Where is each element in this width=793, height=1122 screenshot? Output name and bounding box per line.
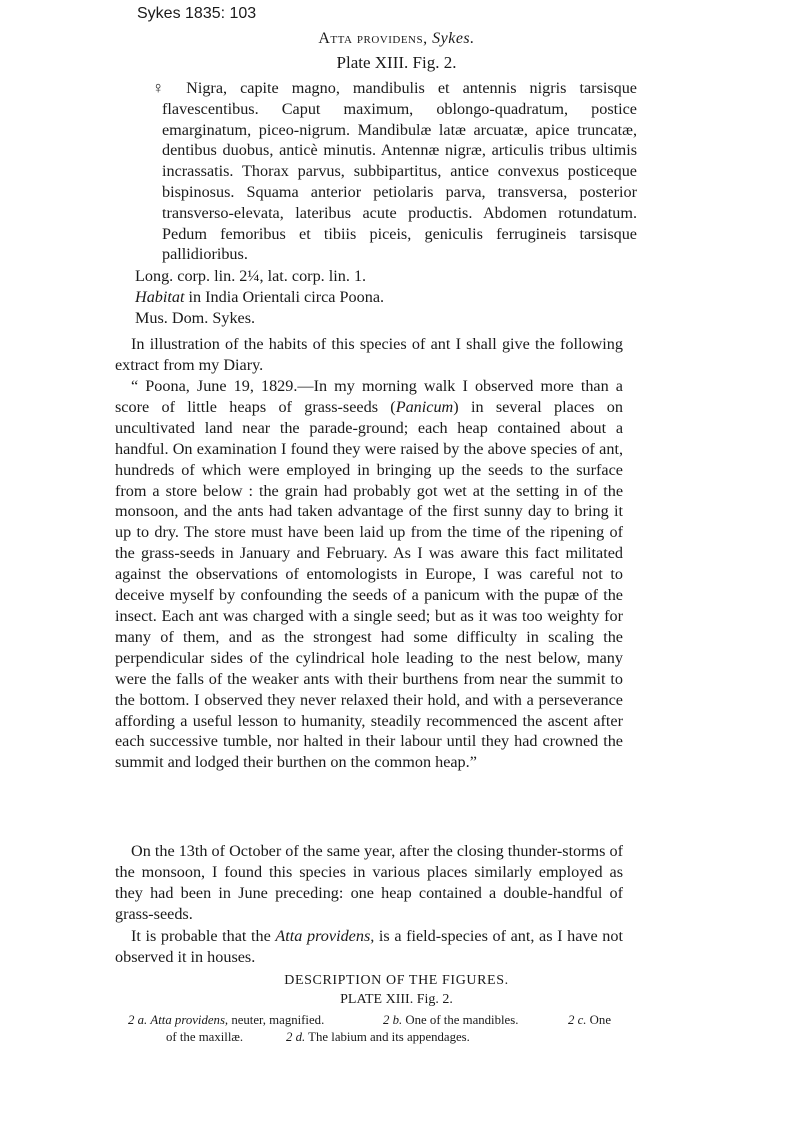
probable-italic: Atta providens, <box>275 927 375 945</box>
probable-paragraph <box>115 926 623 968</box>
measurements: Long. corp. lin. 2¼, lat. corp. lin. 1. <box>135 267 367 285</box>
quote-text-1: “ Poona, June 19, 1829.—In my morning walk I observed more than a score of little heaps of grass-seeds ( <box>115 377 623 416</box>
habitat-line <box>135 288 384 307</box>
habitat-text: in India Orientali circa Poona. <box>184 288 385 306</box>
figure-2b-number: 2 b. <box>383 1013 403 1027</box>
figure-2c-text: One <box>586 1013 612 1027</box>
quote-paragraph <box>115 376 623 773</box>
diary-quote <box>115 376 623 773</box>
species-name: Atta providens, <box>318 30 428 47</box>
figure-2a-name: Atta providens, <box>150 1013 229 1027</box>
probable-text <box>115 926 623 968</box>
probable-text-1: It is probable that the <box>131 927 276 945</box>
figure-2c-caption <box>568 1013 611 1028</box>
museum-line: Mus. Dom. Sykes. <box>135 309 256 327</box>
figure-2c-number: 2 c. <box>568 1013 587 1027</box>
october-paragraph <box>115 841 623 925</box>
figure-2d-number: 2 d. <box>286 1030 306 1044</box>
habitat-label: Habitat <box>135 288 185 306</box>
figure-2b-text: One of the mandibles. <box>402 1013 519 1027</box>
figure-2a-text: neuter, magnified. <box>228 1013 325 1027</box>
figures-title: DESCRIPTION OF THE FIGURES. <box>284 973 509 988</box>
figure-2c-caption-cont: of the maxillæ. <box>166 1030 244 1044</box>
species-title <box>0 30 793 48</box>
figure-2a-number: 2 a. <box>128 1013 148 1027</box>
figure-2d-text: The labium and its appendages. <box>305 1030 470 1044</box>
species-author: Sykes. <box>432 30 475 47</box>
intro-paragraph: In illustration of the habits of this species of ant I shall give the following extract from my Diary. <box>115 335 623 374</box>
figure-2b-caption <box>383 1013 518 1028</box>
figure-2a-caption <box>128 1013 324 1028</box>
figure-2d-caption <box>286 1030 470 1045</box>
probable-text-2: is a field-species of ant, as I have not observed it in houses. <box>115 927 623 966</box>
body-intro <box>115 334 623 376</box>
quote-italic: Panicum <box>395 397 454 416</box>
latin-diagnosis: ♀ Nigra, capite magno, mandibulis et antennis nigris tarsisque flavescentibus. Caput maximum, oblongo-quadratum, postice emarginatum, piceo-nigrum. Mandibulæ latæ arcuatæ, apice truncatæ, dentibus duobus, anticè minutis. Antennæ nigræ, articulis tribus ultimis incrassatis. Thorax parvus, subbipartitus, antice convexus posticeque bispinosus. Squama anterior petiolaris parva, transversa, posterior transverso-elevata, lateribus acute productis. Abdomen rotundatum. Pedum femoribus et tibiis piceis, geniculis ferrugineis tarsisque pallidioribus. <box>152 79 637 264</box>
quote-text-2: ) in several places on uncultivated land near the parade-ground; each heap contained about a handful. On examination I found they were raised by the above species of ant, hundreds of which were employed in bringing up the seeds to the surface from a store below : the grain had probably got wet at the setting in of the monsoon, and the ants had taken advantage of the first sunny day to bring it up to dry. The store must have been laid up from the time of the ripening of the grass-seeds in January and February. As I was aware this fact militated against the observations of entomologists in Europe, I was careful not to deceive myself by confounding the seeds of a panicum with the pupæ of the insect. Each ant was charged with a single seed; but as it was too weighty for many of them, and as the strongest had some difficulty in scaling the perpendicular sides of the cylindrical hole leading to the nest below, many were the falls of the weaker ants with their burthens from near the summit to the bottom. I observed they never relaxed their hold, and with a perseverance affording a useful lesson to humanity, steadily recommenced the ascent after each successive tumble, nor halted in their labour until they had crowned the summit and lodged their burthen on the common heap.” <box>115 397 623 772</box>
plate-heading: Plate XIII. Fig. 2. <box>336 53 457 72</box>
october-text: On the 13th of October of the same year, after the closing thunder-storms of the monsoon, I found this species in various places similarly employed as they had been in June preceding: one heap contained a double-handful of grass-seeds. <box>115 842 623 923</box>
page-citation: Sykes 1835: 103 <box>137 5 257 22</box>
figures-plate: PLATE XIII. Fig. 2. <box>340 992 453 1007</box>
